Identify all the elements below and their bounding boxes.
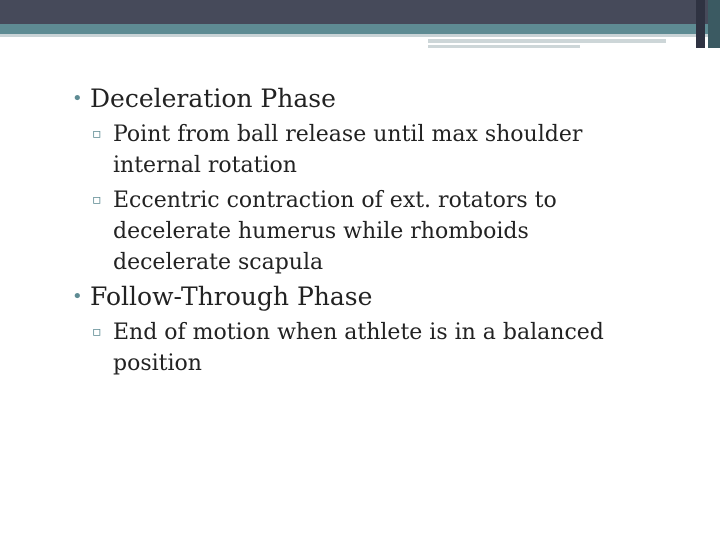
sub-bullet-line: internal rotation — [113, 153, 297, 178]
sub-bullet-line: Point from ball release until max shoulder — [113, 122, 583, 147]
sub-bullet-marker: ▫ — [92, 126, 102, 142]
bullet-heading: Follow-Through Phase — [90, 282, 373, 311]
bullet-marker: • — [72, 286, 83, 307]
sub-bullet-marker: ▫ — [92, 324, 102, 340]
sub-bullet-line: decelerate humerus while rhomboids — [113, 219, 529, 244]
sub-bullet-line: End of motion when athlete is in a balanced — [113, 320, 604, 345]
sub-bullet-line: Eccentric contraction of ext. rotators to — [113, 188, 557, 213]
sub-bullet-text — [113, 119, 582, 181]
bullet-heading: Deceleration Phase — [90, 84, 336, 113]
bullet-marker: • — [72, 88, 83, 109]
sub-bullet-text — [113, 185, 557, 278]
sub-bullet-line: decelerate scapula — [113, 250, 324, 275]
sub-bullet-text — [113, 317, 604, 379]
sub-bullet-line: position — [113, 351, 202, 376]
sub-bullet-marker: ▫ — [92, 192, 102, 208]
